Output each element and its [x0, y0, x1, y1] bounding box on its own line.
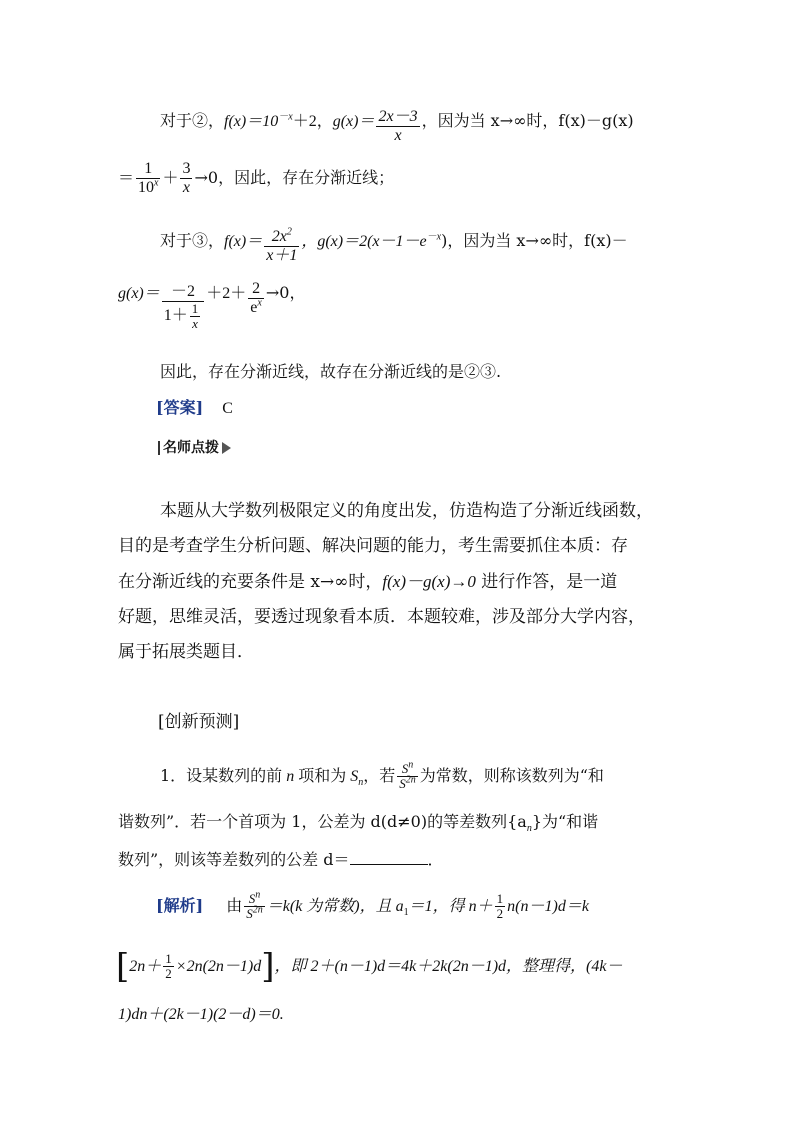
commentary-paragraph	[118, 494, 690, 670]
base: S	[401, 761, 409, 776]
text: 数列”，则该等差数列的公差 d＝	[118, 850, 350, 869]
base: S	[399, 776, 406, 791]
math: S	[350, 768, 359, 785]
math: ＝	[118, 168, 135, 187]
bar-icon	[158, 441, 160, 455]
text: 为常数，则称该数列为“和	[419, 766, 604, 785]
numerator	[264, 228, 299, 246]
commentary-line: 本题从大学数列极限定义的角度出发，仿造构造了分渐近线函数，	[160, 501, 653, 521]
hint-header	[158, 437, 231, 458]
question-line-1	[160, 759, 604, 791]
math: g(x)＝	[332, 113, 375, 130]
hint-label: 名师点拨	[163, 440, 219, 456]
exponent: 2n	[252, 904, 263, 916]
section-title-text: [创新预测]	[158, 712, 240, 732]
text: 谐数列”．若一个首项为 1，公差为 d(d≠0)的等差数列{a	[118, 812, 527, 831]
denominator	[244, 906, 265, 921]
math: g(x)＝	[118, 285, 160, 302]
fraction	[244, 889, 265, 921]
exponent: n	[255, 889, 261, 901]
text: 在分渐近线的充要条件是 x→∞时，	[118, 572, 383, 592]
fraction	[180, 160, 192, 197]
fraction	[136, 160, 160, 197]
math: 2n＋	[129, 958, 162, 975]
denominator	[162, 301, 205, 331]
left-bracket: [	[116, 946, 130, 987]
math: ＝k(k 为常数)，且 a	[266, 898, 404, 915]
numerator: －2	[171, 282, 196, 300]
answer-value: C	[222, 400, 233, 417]
fraction	[163, 952, 174, 981]
base: e	[250, 299, 258, 316]
numerator: 3	[182, 160, 191, 177]
solution-tag: [解析]	[156, 896, 204, 915]
exponent: 2n	[405, 774, 416, 786]
text: 因此，存在分渐近线，故存在分渐近线的是②③.	[160, 362, 502, 381]
text: }为“和谐	[531, 812, 599, 831]
denominator: x	[180, 178, 192, 197]
section-title	[158, 712, 239, 732]
solution-line-3	[118, 1004, 284, 1025]
base: 10	[138, 179, 155, 196]
math: ，g(x)＝2(x－1－e	[301, 233, 427, 250]
fraction	[495, 892, 506, 921]
numerator: 2x－3	[378, 108, 418, 125]
base: 2x	[271, 228, 287, 245]
subscript: 1	[403, 907, 409, 919]
line-case-2	[160, 108, 634, 145]
text: 对于②，	[160, 111, 225, 130]
commentary-line: 目的是考查学生分析问题、解决问题的能力，考生需要抓住本质：存	[118, 536, 628, 556]
text: 项和为	[298, 766, 347, 785]
numerator: 1	[191, 300, 199, 316]
numerator: 1	[496, 891, 504, 906]
text: →0，	[265, 283, 306, 302]
answer-blank[interactable]	[350, 850, 428, 865]
numerator: 1	[165, 951, 172, 966]
line-limit-1	[118, 160, 394, 197]
denominator: x	[190, 316, 201, 331]
denominator	[397, 776, 418, 791]
text: 1＋	[163, 307, 188, 324]
base: S	[246, 906, 253, 921]
math: ＝1，得 n＋	[408, 898, 493, 915]
text: 由	[226, 896, 243, 915]
text: ，若	[363, 766, 396, 785]
math: f(x)＝10	[224, 113, 279, 130]
subscript: n	[526, 823, 532, 835]
math: 1)dn＋(2k－1)(2－d)＝0.	[118, 1006, 284, 1023]
fraction	[190, 302, 201, 331]
denominator	[136, 178, 160, 197]
question-line-3	[118, 850, 444, 870]
math: ＋2＋	[206, 285, 247, 302]
conclusion-line	[160, 362, 501, 382]
exponent: －x	[278, 111, 293, 123]
text: )，因为当 x→∞时，f(x)－	[441, 231, 628, 250]
math: n	[286, 768, 295, 785]
fraction	[162, 283, 205, 331]
right-bracket: ]	[261, 946, 275, 987]
commentary-line: 属于拓展类题目．	[118, 642, 254, 662]
fraction	[397, 759, 418, 791]
commentary-line: 好题，思维灵活，要透过现象看本质．本题较难，涉及部分大学内容，	[118, 607, 645, 627]
fraction	[264, 228, 299, 265]
line-case-3	[160, 228, 628, 265]
text: 对于③，	[160, 231, 225, 250]
exponent: 2	[286, 226, 292, 238]
line-limit-2	[118, 280, 305, 331]
fraction	[376, 108, 419, 145]
numerator: 1	[144, 160, 153, 177]
text: 进行作答，是一道	[475, 572, 618, 592]
base: S	[248, 891, 256, 906]
math: ×2n(2n－1)d	[175, 958, 262, 975]
exponent: x	[257, 297, 262, 309]
text: ．	[427, 850, 444, 869]
answer-tag: [答案]	[156, 398, 204, 417]
math: ，即 2＋(n－1)d＝4k＋2k(2n－1)d，整理得，(4k－	[274, 958, 623, 975]
math: ＋2，	[292, 113, 333, 130]
text: 1．设某数列的前	[160, 766, 283, 785]
text: ，因为当 x→∞时，f(x)－g(x)	[421, 111, 634, 130]
math: n(n－1)d＝k	[507, 898, 589, 915]
denominator: 2	[496, 906, 504, 921]
exponent: x	[154, 177, 159, 189]
solution-line-2	[116, 946, 623, 987]
fraction	[248, 280, 264, 317]
triangle-icon	[222, 442, 231, 454]
math: f(x)＝	[224, 233, 263, 250]
solution-line-1	[156, 889, 589, 921]
commentary-line	[118, 564, 690, 600]
answer-line	[156, 398, 233, 419]
denominator: x	[376, 126, 419, 145]
numerator: 2	[252, 280, 261, 297]
math: f(x)－g(x)→0	[382, 572, 476, 591]
exponent: n	[408, 759, 414, 771]
exponent: －x	[426, 231, 442, 243]
denominator: x＋1	[266, 247, 298, 264]
denominator	[248, 298, 264, 317]
denominator: 2	[165, 966, 172, 981]
math: ＋	[162, 168, 179, 187]
question-line-2	[118, 812, 599, 835]
text: →0，因此，存在分渐近线；	[194, 168, 395, 187]
subscript: n	[358, 777, 364, 789]
